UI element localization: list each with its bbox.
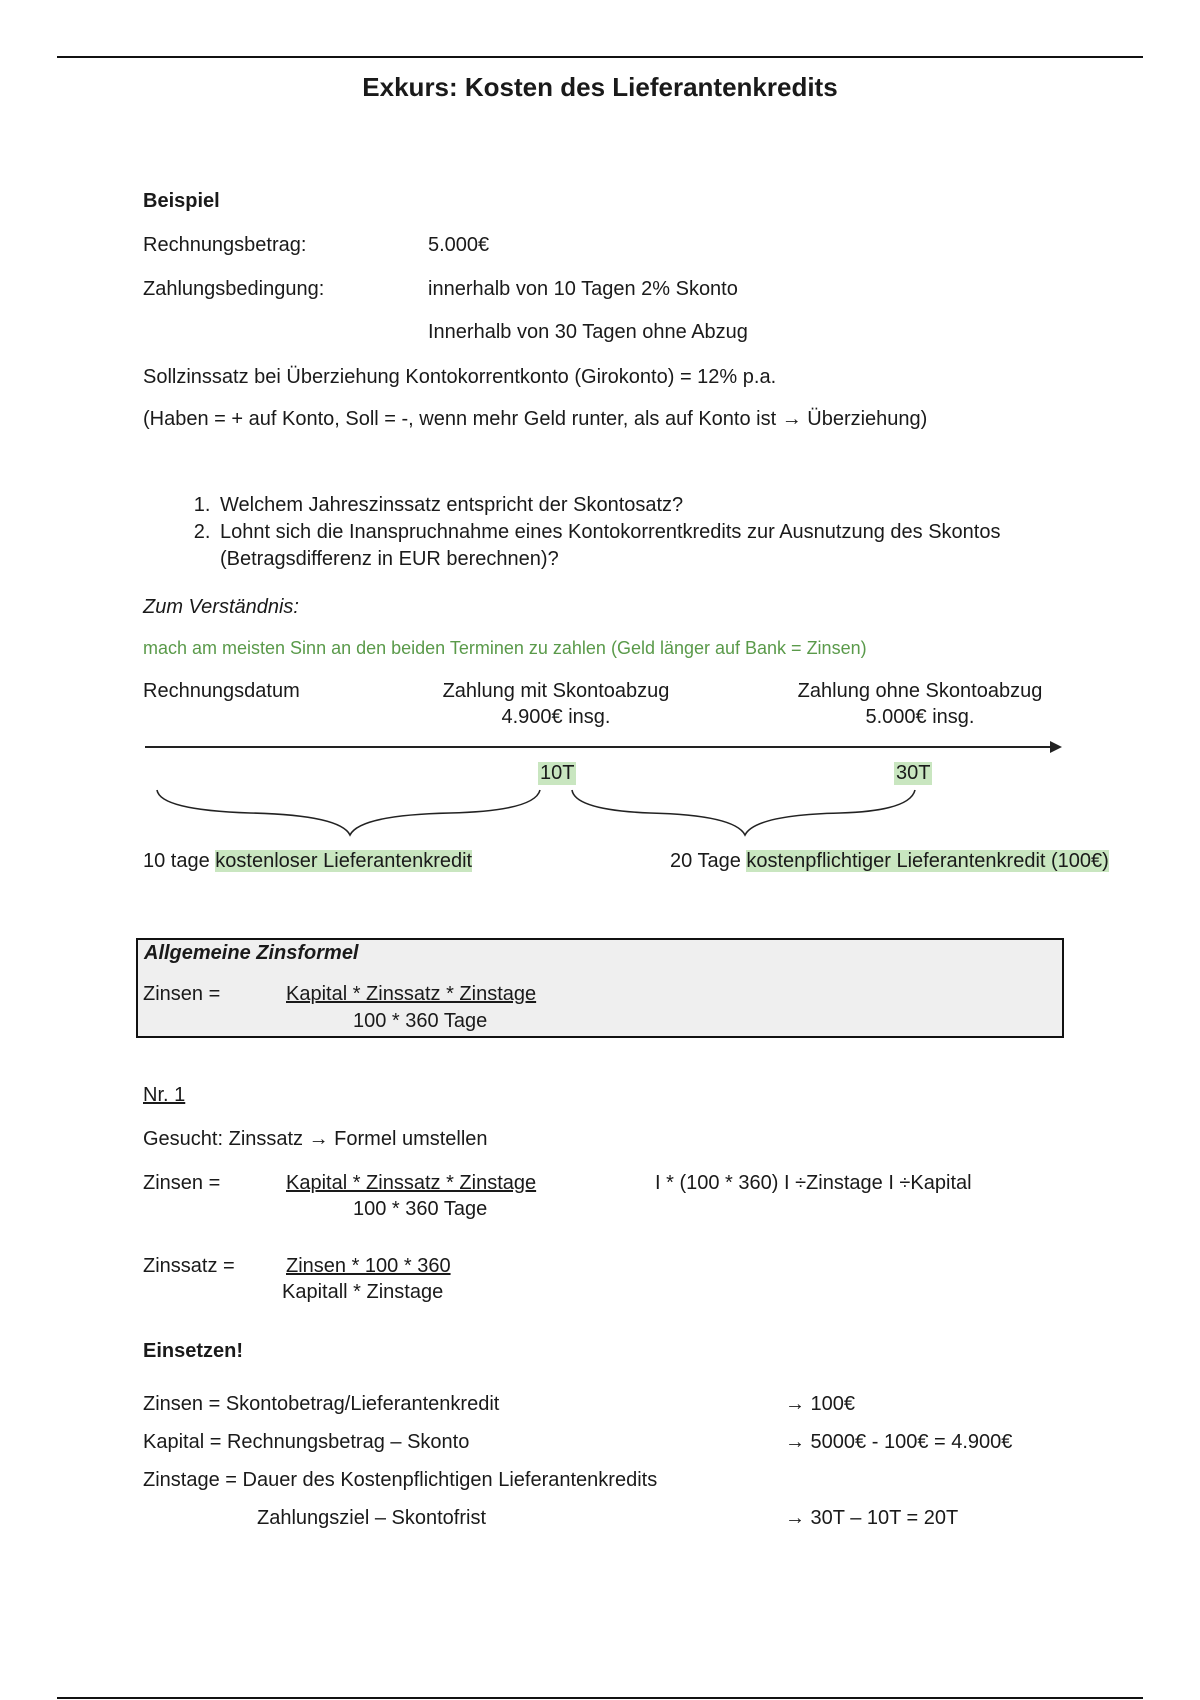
nr1-sought: Gesucht: Zinssatz → Formel umstellen [143,1128,488,1150]
question-item: 2. Lohnt sich die Inanspruchnahme eines Kontokorrentkredits zur Ausnutzung des Skontos (Betragsdifferenz in EUR berechnen)? [216,519,1010,573]
example-label-amount: Rechnungsbetrag: [143,234,307,256]
insert-row-text: Kapital = Rechnungsbetrag – Skonto [143,1431,470,1453]
bottom-rule [57,1697,1143,1699]
insert-row-text: Zahlungsziel – Skontofrist [257,1507,487,1529]
right-brace [572,790,915,835]
page-title: Exkurs: Kosten des Lieferantenkredits [362,72,838,102]
insert-row-text: Zinsen = Skontobetrag/Lieferantenkredit [143,1393,500,1415]
general-formula-numerator: Kapital * Zinssatz * Zinstage [286,983,537,1005]
top-rule [57,56,1143,58]
timeline-diagram [0,735,1200,845]
insert-row-result: → 5000€ - 100€ = 4.900€ [785,1431,1013,1453]
timeline-mid-label: Zahlung mit Skontoabzug [442,680,670,702]
general-formula-denominator: 100 * 360 Tage [353,1010,488,1032]
insert-row-text: Zinstage = Dauer des Kostenpflichtigen Lieferantenkredits [143,1469,658,1491]
right-brace-prefix: 20 Tage [670,850,741,872]
nr1-formula-denominator: 100 * 360 Tage [353,1198,488,1220]
nr1-rate-numerator: Zinsen * 100 * 360 [286,1255,451,1277]
understanding-heading: Zum Verständnis: [143,596,299,618]
question-item: 1. Welchem Jahreszinssatz entspricht der Skontosatz? [216,492,1096,519]
example-label-terms: Zahlungsbedingung: [143,278,325,300]
insert-heading: Einsetzen! [143,1340,244,1362]
insert-row-result: → 30T – 10T = 20T [785,1507,959,1529]
example-value-terms: innerhalb von 10 Tagen 2% Skonto [428,278,738,300]
nr1-rate-denominator: Kapitall * Zinstage [282,1281,444,1303]
nr1-formula-lhs: Zinsen = [143,1172,221,1194]
nr1-transform: I * (100 * 360) I ÷Zinstage I ÷Kapital [655,1172,972,1194]
timeline-start-label: Rechnungsdatum [143,680,300,702]
interest-rate-line: Sollzinssatz bei Überziehung Kontokorrentkonto (Girokonto) = 12% p.a. [143,366,777,388]
example-value-terms-2: Innerhalb von 30 Tagen ohne Abzug [428,321,748,343]
nr1-heading: Nr. 1 [143,1084,186,1106]
left-brace-prefix: 10 tage [143,850,210,872]
left-brace-highlight: kostenloser Lieferantenkredit [215,850,473,872]
timeline-end-marker: 30T [896,762,931,784]
left-brace-caption [143,850,472,873]
question-list [174,492,1096,573]
right-brace-caption [670,850,1109,873]
right-brace-highlight: kostenpflichtiger Lieferantenkredit (100€) [746,850,1109,872]
timeline-mid-amount: 4.900€ insg. [501,706,611,728]
nr1-formula-numerator: Kapital * Zinssatz * Zinstage [286,1172,537,1194]
timeline-mid-marker: 10T [540,762,575,784]
timeline-end-amount: 5.000€ insg. [865,706,975,728]
general-formula-lhs: Zinsen = [143,983,221,1005]
general-formula-heading: Allgemeine Zinsformel [144,942,359,964]
timeline-end-label: Zahlung ohne Skontoabzug [797,680,1043,702]
timeline-arrowhead [1050,741,1062,753]
insert-row-result: → 100€ [785,1393,856,1415]
left-brace [157,790,540,835]
example-value-amount: 5.000€ [428,234,490,256]
example-heading: Beispiel [143,190,220,212]
debit-credit-note: (Haben = + auf Konto, Soll = -, wenn mehr Geld runter, als auf Konto ist → Überziehung) [143,408,928,430]
green-note: mach am meisten Sinn an den beiden Terminen zu zahlen (Geld länger auf Bank = Zinsen) [143,638,867,658]
nr1-rate-lhs: Zinssatz = [143,1255,235,1277]
